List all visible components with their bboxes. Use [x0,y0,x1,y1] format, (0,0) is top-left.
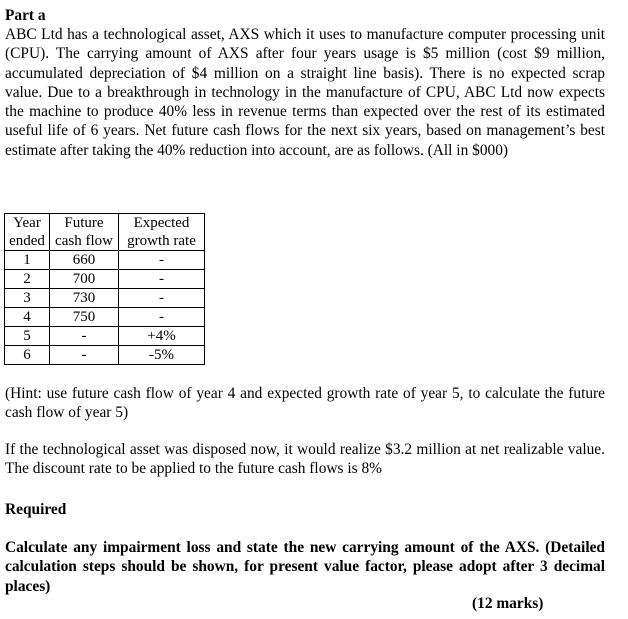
cash-flow-cell: 660 [50,251,119,270]
year-cell: 1 [5,251,50,270]
cash-flow-cell: 700 [50,270,119,289]
table-row [5,251,205,270]
cash-flow-cell: 750 [50,308,119,327]
growth-rate-cell: - [119,289,205,308]
cash-flow-cell: - [50,346,119,365]
disposal-paragraph: If the technological asset was disposed now, it would realize $3.2 million at net realizable value. The discount rate to be applied to the future cash flows is 8% [5,441,605,478]
growth-rate-cell: +4% [119,327,205,346]
table-row [5,289,205,308]
intro-paragraph: ABC Ltd has a technological asset, AXS which it uses to manufacture computer processing unit (CPU). The carrying amount of AXS after four years usage is $5 million (cost $9 million, accumulated depreciation of $4 million on a straight line basis). There is no expected scrap value. Due to a breakthrough in technology in the manufacture of CPU, ABC Ltd now expects the machine to produce 40% less in revenue terms than expected over the rest of its estimated useful life of 6 years. Net future cash flows for the next six years, based on management’s best estimate after taking the 40% reduction into account, are as follows. (All in $000) [5,26,605,159]
year-cell: 5 [5,327,50,346]
growth-rate-cell: - [119,270,205,289]
required-heading: Required [5,501,67,518]
header-growth-rate: Expected growth rate [119,214,205,251]
growth-rate-cell: -5% [119,346,205,365]
table-row [5,327,205,346]
marks-label: (12 marks) [472,595,544,612]
growth-rate-cell: - [119,308,205,327]
table-row [5,308,205,327]
calculation-instructions: Calculate any impairment loss and state the new carrying amount of the AXS. (Detailed calculation steps should be shown, for present value factor, please adopt after 3 decimal places) [5,539,605,595]
cash-flow-table [4,213,205,365]
year-cell: 3 [5,289,50,308]
header-future-cash-flow: Future cash flow [50,214,119,251]
year-cell: 6 [5,346,50,365]
year-cell: 2 [5,270,50,289]
hint-paragraph: (Hint: use future cash flow of year 4 and expected growth rate of year 5, to calculate the future cash flow of year 5) [5,385,605,422]
table-row [5,346,205,365]
cash-flow-cell: 730 [50,289,119,308]
table-row [5,270,205,289]
table-header-row [5,214,205,251]
header-year: Year ended [5,214,50,251]
cash-flow-cell: - [50,327,119,346]
growth-rate-cell: - [119,251,205,270]
year-cell: 4 [5,308,50,327]
part-heading: Part a [5,7,46,24]
